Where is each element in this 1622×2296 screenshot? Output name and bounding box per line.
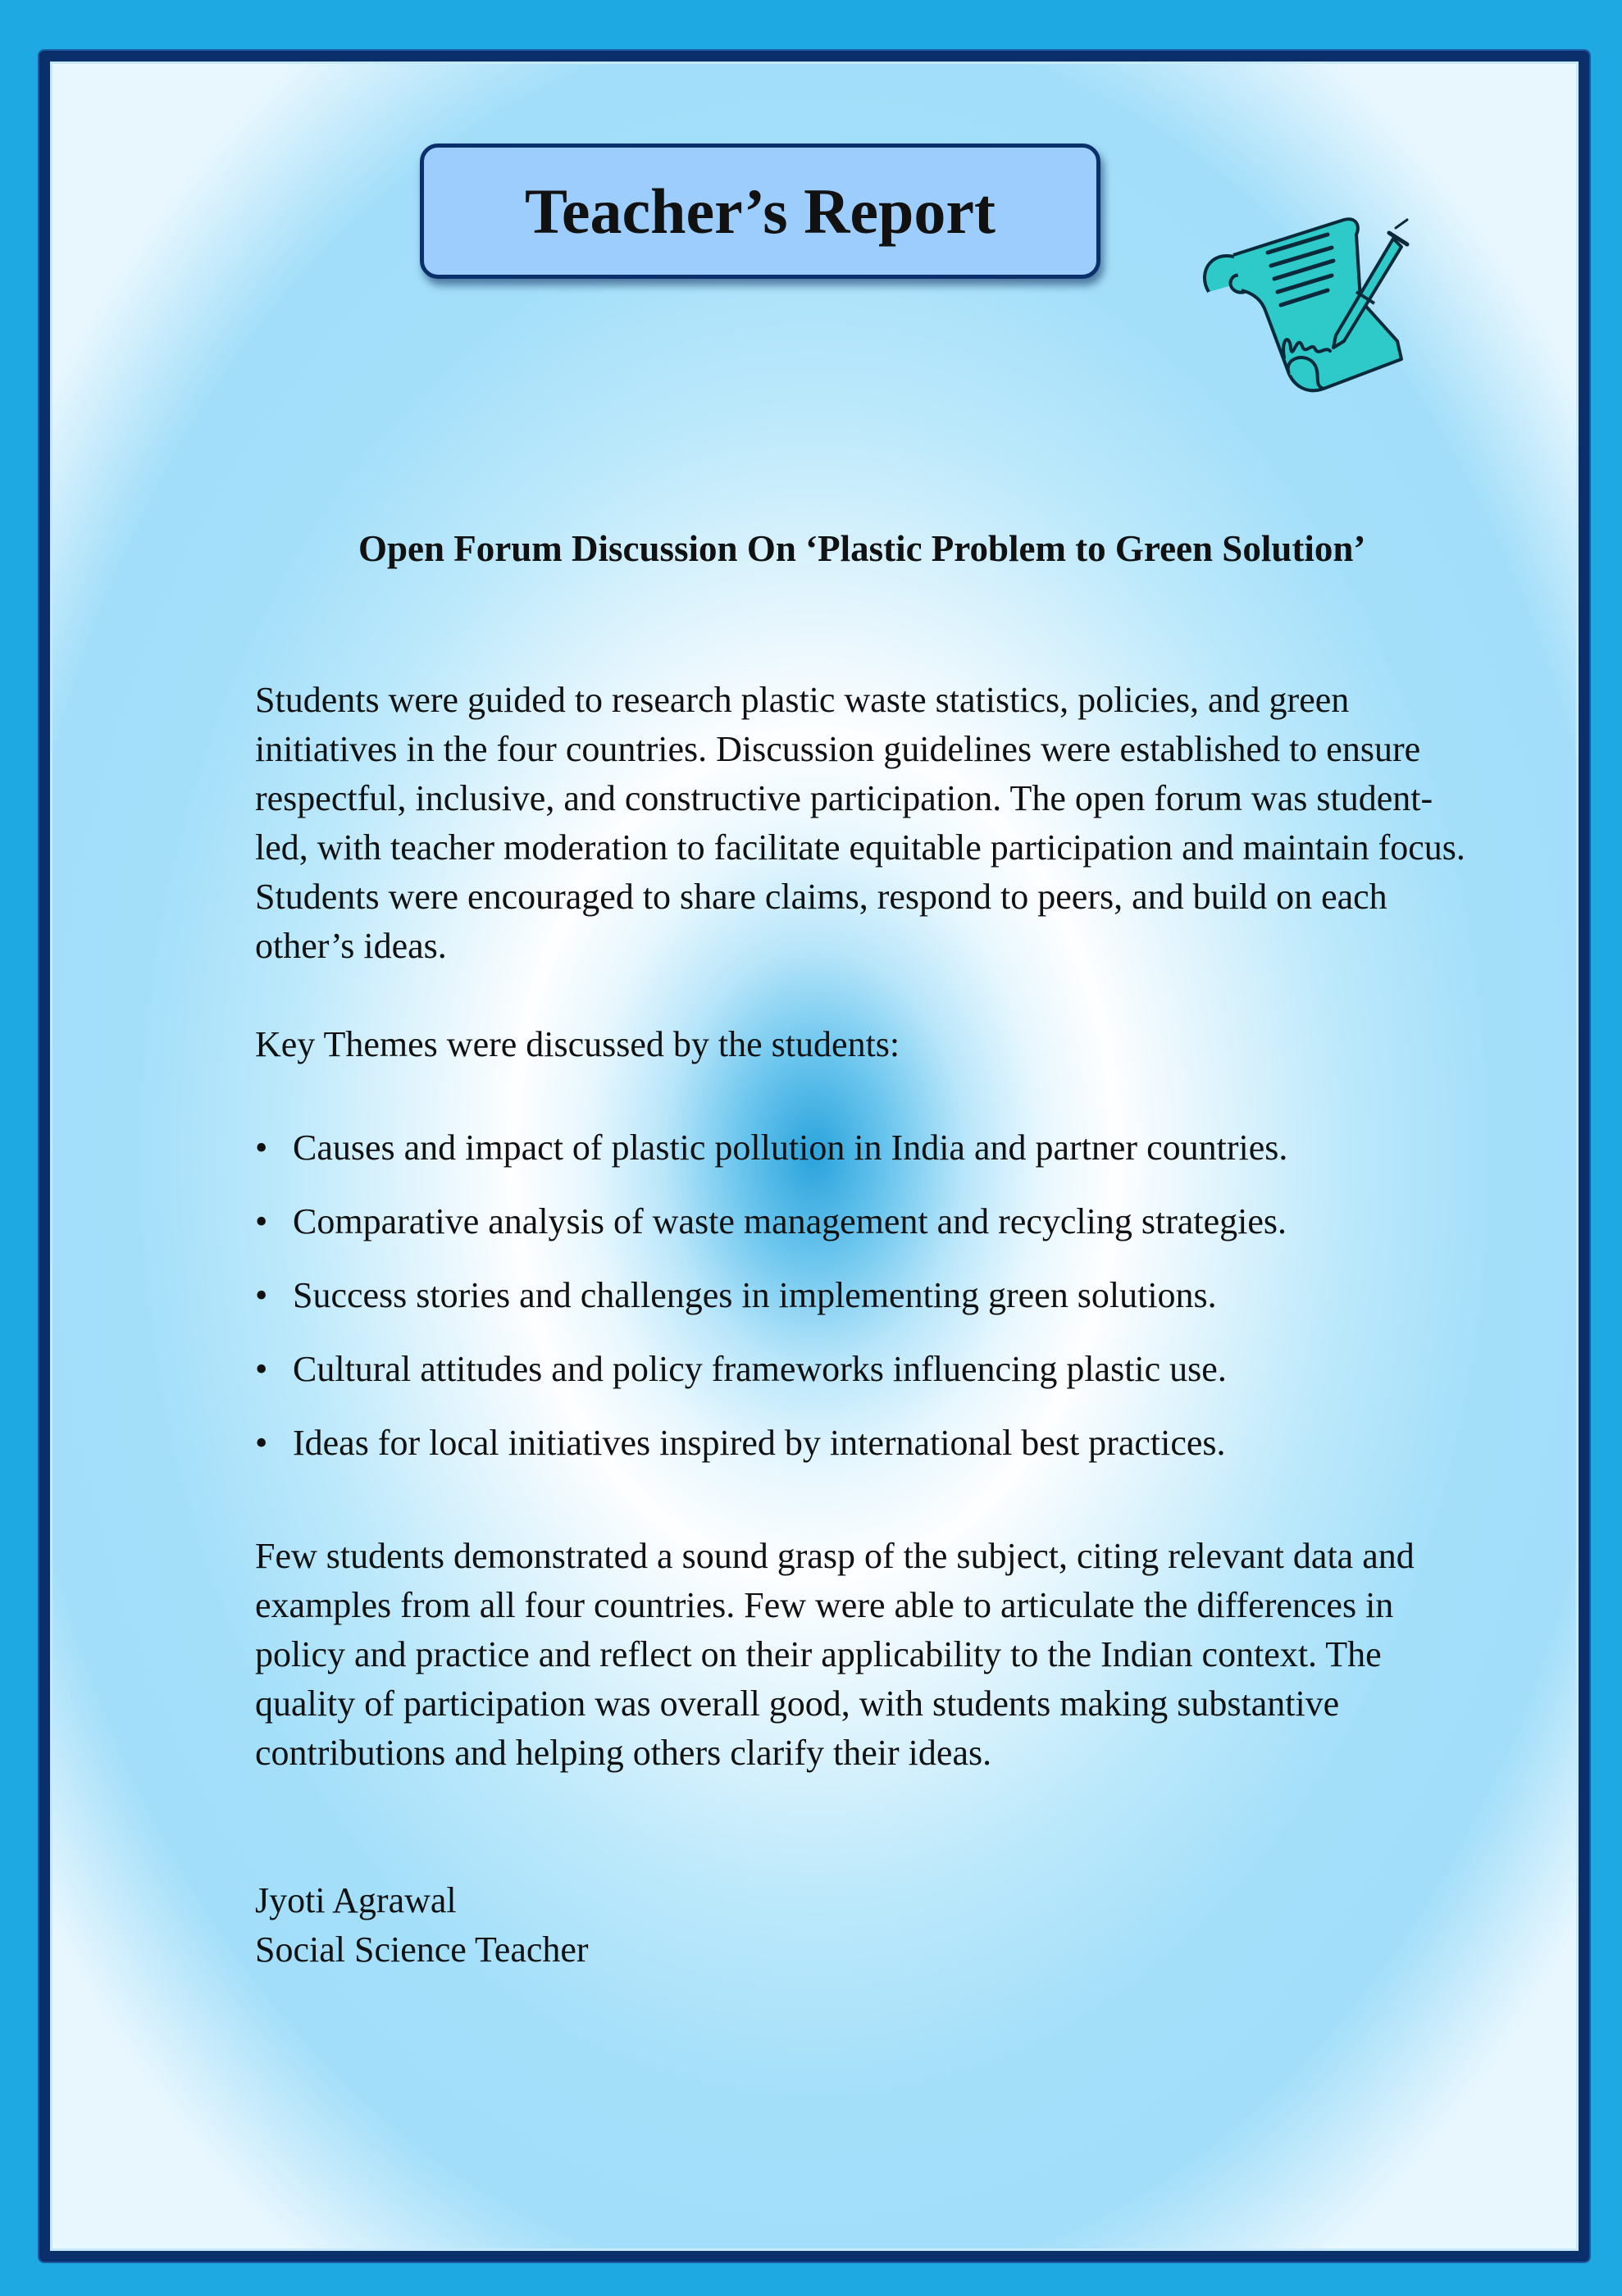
scroll-with-pen-icon (1192, 202, 1422, 415)
report-page (50, 61, 1579, 2251)
list-item (255, 1345, 1477, 1394)
theme-text: Ideas for local initiatives inspired by international best practices. (293, 1423, 1226, 1463)
themes-heading: Key Themes were discussed by the students: (255, 1024, 900, 1064)
report-content (255, 523, 1477, 1975)
bullet-icon: • (255, 1275, 268, 1315)
list-item (255, 1419, 1477, 1468)
theme-text: Cultural attitudes and policy frameworks influencing plastic use. (293, 1349, 1227, 1389)
theme-text: Causes and impact of plastic pollution in India and partner countries. (293, 1128, 1288, 1168)
page-frame (39, 51, 1589, 2262)
theme-text: Success stories and challenges in implementing green solutions. (293, 1275, 1217, 1315)
bullet-icon: • (255, 1128, 268, 1168)
themes-list (255, 1123, 1477, 1468)
bullet-icon: • (255, 1349, 268, 1389)
intro-paragraph: Students were guided to research plastic waste statistics, policies, and green initiatives in the four countries. Discussion guidelines were established to ensure respectful, inclusive, and constructive participation. The open forum was student-led, with teacher moderation to facilitate equitable participation and maintain focus. Students were encouraged to share claims, respond to peers, and build on each other’s ideas. (255, 680, 1465, 966)
bullet-icon: • (255, 1423, 268, 1463)
bullet-icon: • (255, 1201, 268, 1241)
title-banner (420, 144, 1100, 279)
page-title: Teacher’s Report (525, 175, 996, 247)
signature-block (255, 1876, 1477, 1975)
discussion-subtitle: Open Forum Discussion On ‘Plastic Problem to Green Solution’ (358, 528, 1366, 569)
theme-text: Comparative analysis of waste management and recycling strategies. (293, 1201, 1287, 1241)
closing-paragraph: Few students demonstrated a sound grasp of the subject, citing relevant data and examples from all four countries. Few were able to articulate the differences in policy and practice and reflect on their applicability to the Indian context. The quality of participation was overall good, with students making substantive contributions and helping others clarify their ideas. (255, 1536, 1415, 1773)
list-item (255, 1197, 1477, 1246)
teacher-role: Social Science Teacher (255, 1929, 589, 1970)
list-item (255, 1123, 1477, 1173)
list-item (255, 1271, 1477, 1320)
teacher-name: Jyoti Agrawal (255, 1880, 457, 1920)
